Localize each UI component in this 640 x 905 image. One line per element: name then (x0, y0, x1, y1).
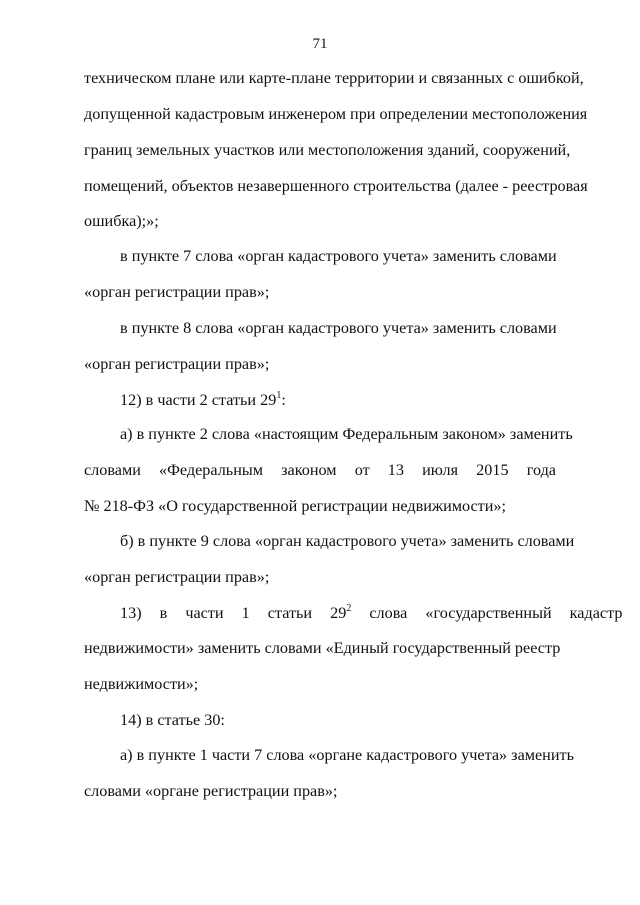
text-line: «орган регистрации прав»; (84, 355, 270, 373)
paragraph-first-line: в пункте 8 слова «орган кадастрового учета» заменить словами (120, 319, 557, 337)
paragraph-first-line: а) в пункте 2 слова «настоящим Федеральным законом» заменить (120, 425, 573, 443)
text-line: помещений, объектов незавершенного строительства (далее - реестровая (84, 177, 588, 195)
paragraph-first-line: 13) в части 1 статьи $29^2$ слова «государственный кадастр (120, 603, 623, 622)
list-item-heading: 14) в статье 30: (120, 711, 225, 729)
text-line: «орган регистрации прав»; (84, 568, 270, 586)
list-item-heading: 12) в части 2 статьи $29^1$: (120, 390, 286, 409)
text-line: техническом плане или карте-плане территории и связанных с ошибкой, (84, 69, 584, 87)
page-number: 71 (312, 36, 328, 52)
paragraph-first-line: б) в пункте 9 слова «орган кадастрового учета» заменить словами (120, 532, 575, 550)
text-line: недвижимости»; (84, 675, 199, 693)
text-line: словами «Федеральным законом от 13 июля 2015 года (84, 461, 556, 479)
paragraph-first-line: в пункте 7 слова «орган кадастрового учета» заменить словами (120, 247, 557, 265)
text-line: «орган регистрации прав»; (84, 283, 270, 301)
paragraph-first-line: а) в пункте 1 части 7 слова «органе кадастрового учета» заменить (120, 746, 574, 764)
text-line: ошибка);»; (84, 212, 159, 230)
text-line: словами «органе регистрации прав»; (84, 782, 338, 800)
text-line: № 218-ФЗ «О государственной регистрации недвижимости»; (84, 497, 506, 515)
text-line: недвижимости» заменить словами «Единый государственный реестр (84, 639, 561, 657)
text-line: допущенной кадастровым инженером при определении местоположения (84, 105, 588, 123)
text-line: границ земельных участков или местоположения зданий, сооружений, (84, 141, 571, 159)
